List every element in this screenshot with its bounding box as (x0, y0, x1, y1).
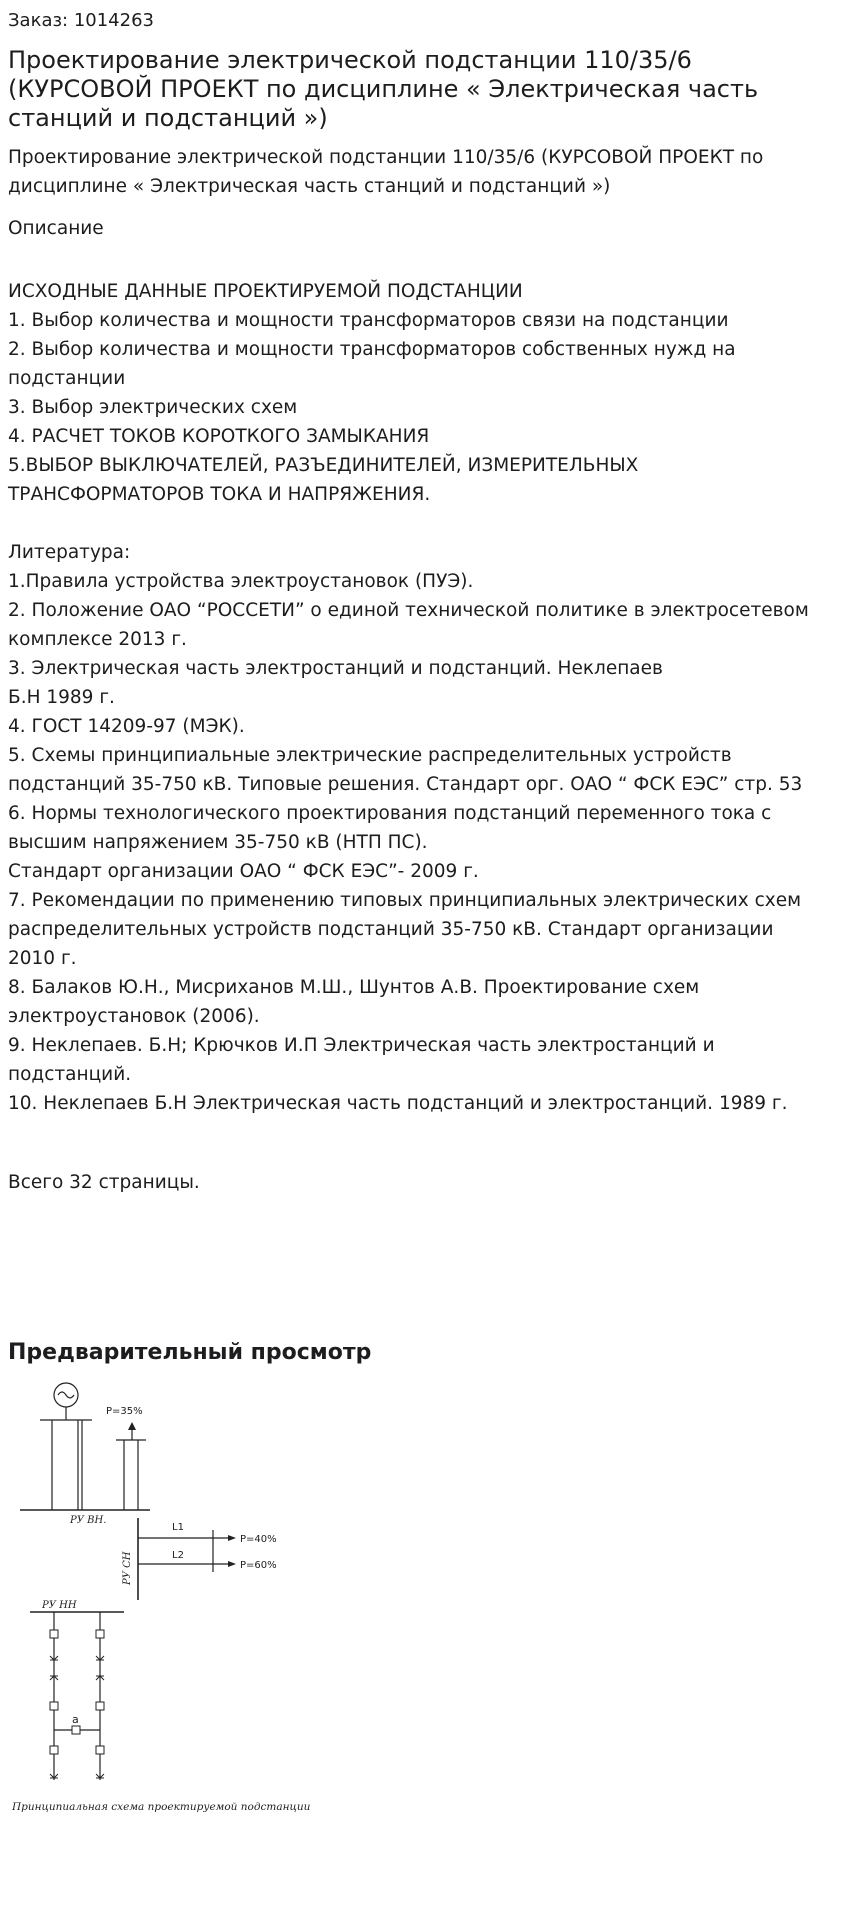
description-line: Б.Н 1989 г. (8, 687, 115, 708)
label-load-l1: P=40% (240, 1534, 277, 1545)
description-line: электроустановок (2006). (8, 1006, 260, 1027)
label-ru-nn: РУ НН (42, 1600, 77, 1611)
label-ru-vn: РУ ВН. (70, 1515, 107, 1526)
sine-wave-icon (58, 1392, 74, 1398)
load-arrow-icon (228, 1561, 236, 1567)
description-line: 7. Рекомендации по применению типовых принципиальных электрических схем (8, 890, 802, 911)
preview-heading: Предварительный просмотр (8, 1340, 372, 1365)
preview-diagram (8, 1380, 358, 1916)
load-arrow-icon (128, 1422, 136, 1430)
description-line: подстанции (8, 368, 126, 389)
description-line: 5. Схемы принципиальные электрические распределительных устройств (8, 745, 732, 766)
description-line: высшим напряжением 35-750 кВ (НТП ПС). (8, 832, 428, 853)
diagram-caption: Принципиальная схема проектируемой подстанции (12, 1801, 311, 1813)
description-line: 10. Неклепаев Б.Н Электрическая часть подстанций и электростанций. 1989 г. (8, 1093, 788, 1114)
description-label: Описание (8, 218, 104, 239)
description-line: 1.Правила устройства электроустановок (ПУЭ). (8, 571, 474, 592)
description-line: 4. РАСЧЕТ ТОКОВ КОРОТКОГО ЗАМЫКАНИЯ (8, 426, 430, 447)
description-body (8, 277, 843, 1118)
description-line: 2010 г. (8, 948, 77, 969)
description-line: 1. Выбор количества и мощности трансформаторов связи на подстанции (8, 310, 729, 331)
label-line1: L1 (172, 1522, 184, 1533)
label-line2: L2 (172, 1550, 184, 1561)
description-line: 5.ВЫБОР ВЫКЛЮЧАТЕЛЕЙ, РАЗЪЕДИНИТЕЛЕЙ, ИЗМЕРИТЕЛЬНЫХ (8, 455, 639, 476)
description-line: 3. Выбор электрических схем (8, 397, 298, 418)
description-line: подстанций 35-750 кВ. Типовые решения. Стандарт орг. ОАО “ ФСК ЕЭС” стр. 53 (8, 774, 803, 795)
description-line: комплексе 2013 г. (8, 629, 187, 650)
description-line: 8. Балаков Ю.Н., Мисриханов М.Ш., Шунтов А.В. Проектирование схем (8, 977, 700, 998)
breaker-icon (50, 1702, 58, 1710)
load-arrow-icon (228, 1535, 236, 1541)
description-line: 6. Нормы технологического проектирования подстанций переменного тока с (8, 803, 772, 824)
description-line: Литература: (8, 542, 131, 563)
breaker-icon (96, 1630, 104, 1638)
description-line: 4. ГОСТ 14209-97 (МЭК). (8, 716, 245, 737)
description-line: Стандарт организации ОАО “ ФСК ЕЭС”- 2009 г. (8, 861, 479, 882)
label-ru-sn: РУ СН (122, 1551, 133, 1585)
description-line: распределительных устройств подстанций 35-750 кВ. Стандарт организации (8, 919, 774, 940)
breaker-icon (96, 1746, 104, 1754)
breaker-icon (50, 1630, 58, 1638)
description-line: 9. Неклепаев. Б.Н; Крючков И.П Электрическая часть электростанций и (8, 1035, 715, 1056)
breaker-icon (72, 1726, 80, 1734)
description-line: 2. Положение ОАО “РОССЕТИ” о единой технической политике в электросетевом (8, 600, 809, 621)
label-breaker-a: a (72, 1713, 79, 1726)
description-line: ТРАНСФОРМАТОРОВ ТОКА И НАПРЯЖЕНИЯ. (8, 484, 431, 505)
label-load-l2: P=60% (240, 1560, 277, 1571)
breaker-icon (96, 1702, 104, 1710)
description-line: 2. Выбор количества и мощности трансформаторов собственных нужд на (8, 339, 736, 360)
breaker-icon (50, 1746, 58, 1754)
description-line (8, 509, 843, 538)
pages-total: Всего 32 страницы. (8, 1172, 200, 1193)
label-load-hv: P=35% (106, 1406, 143, 1417)
description-line: 3. Электрическая часть электростанций и подстанций. Неклепаев (8, 658, 663, 679)
page-title: Проектирование электрической подстанции 110/35/6 (КУРСОВОЙ ПРОЕКТ по дисциплине « Электрическая часть станций и подстанций ») (8, 46, 759, 132)
page-subtitle: Проектирование электрической подстанции 110/35/6 (КУРСОВОЙ ПРОЕКТ по дисциплине « Электрическая часть станций и подстанций ») (8, 147, 764, 197)
substation-schematic (8, 1380, 358, 1916)
description-line: подстанций. (8, 1064, 132, 1085)
description-line: ИСХОДНЫЕ ДАННЫЕ ПРОЕКТИРУЕМОЙ ПОДСТАНЦИИ (8, 281, 523, 302)
order-number: Заказ: 1014263 (8, 10, 154, 31)
